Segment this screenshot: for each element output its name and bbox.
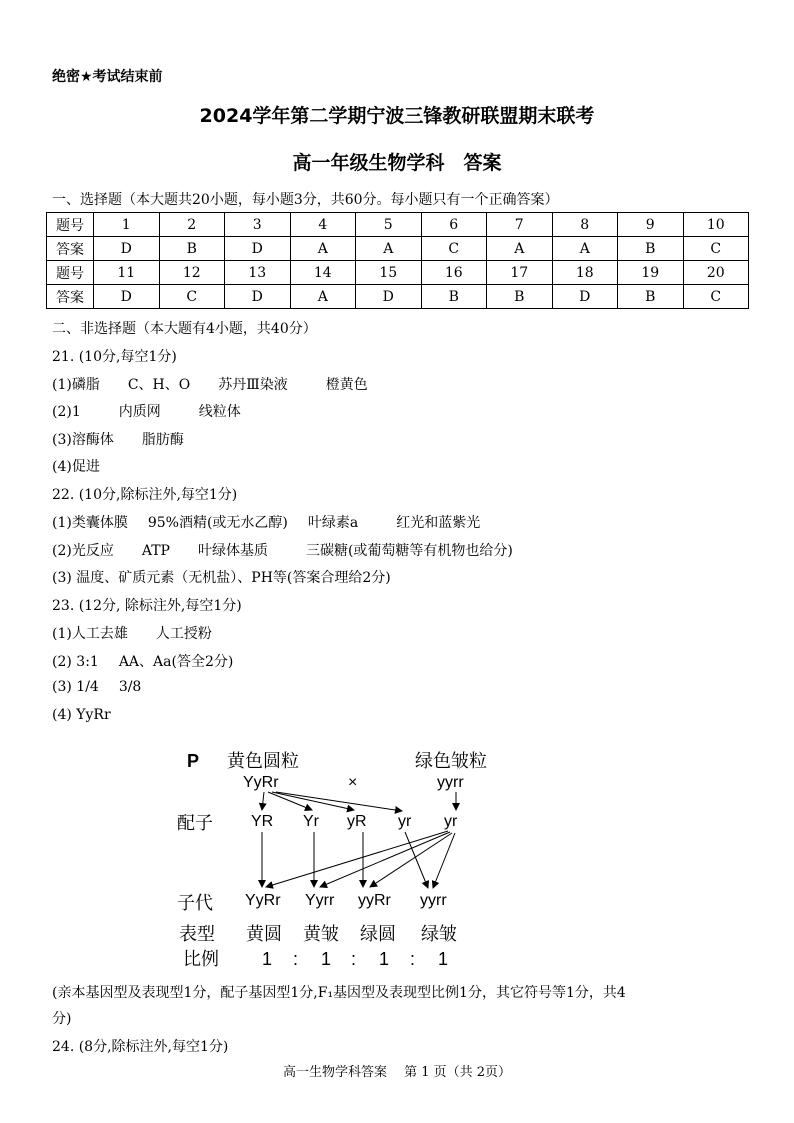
- exam-subtitle: 高一年级生物学科 答案: [292, 152, 502, 174]
- parent1-phenotype: 黄色圆粒: [227, 751, 299, 771]
- offspring-genotype: YyRr: [245, 892, 281, 909]
- q23-line-1: [52, 623, 212, 643]
- table-cell: 5: [356, 213, 422, 237]
- q22-line-1: [52, 512, 480, 532]
- answer-text: (3) 1/4: [52, 679, 99, 695]
- table-cell: 10: [683, 213, 749, 237]
- offspring-genotype: yyrr: [420, 892, 447, 909]
- q22-line-3: [52, 567, 391, 587]
- answer-text: (4)促进: [52, 459, 100, 475]
- table-cell: C: [683, 237, 749, 261]
- cross-symbol: ×: [348, 774, 358, 791]
- answer-text: 3/8: [118, 679, 142, 695]
- table-cell: 18: [552, 261, 618, 285]
- table-cell: 7: [487, 213, 553, 237]
- table-cell: B: [487, 285, 553, 309]
- answer-text: (3) 温度、矿质元素（无机盐）、PH等(答案合理给2分): [52, 570, 391, 586]
- ratio-separator: :: [293, 949, 299, 969]
- table-cell: 12: [159, 261, 225, 285]
- table-cell: 19: [618, 261, 684, 285]
- exam-title: 2024学年第二学期宁波三锋教研联盟期末联考: [199, 105, 595, 127]
- table-cell: 9: [618, 213, 684, 237]
- table-cell: 16: [421, 261, 487, 285]
- gamete: yR: [347, 813, 367, 830]
- table-cell: B: [618, 285, 684, 309]
- q23-line-4: [52, 707, 111, 723]
- table-cell: D: [225, 285, 291, 309]
- table-cell: 17: [487, 261, 553, 285]
- phenotype-label: 表型: [179, 924, 215, 944]
- table-cell: 2: [159, 213, 225, 237]
- table-cell: A: [356, 237, 422, 261]
- table-cell: 题号: [47, 213, 94, 237]
- q21-line-1: [52, 374, 368, 394]
- table-cell: 11: [94, 261, 160, 285]
- answer-text: 线粒体: [198, 404, 241, 420]
- table-cell: D: [356, 285, 422, 309]
- table-row: [47, 237, 749, 261]
- section-2-heading: 二、非选择题（本大题有4小题，共40分）: [52, 321, 317, 337]
- answer-text: (3)溶酶体: [52, 432, 114, 448]
- answer-text: 橙黄色: [325, 377, 368, 393]
- ratio-value: 1: [262, 949, 273, 969]
- answer-text: (2) 3:1: [52, 654, 99, 670]
- table-cell: 13: [225, 261, 291, 285]
- answer-text: 红光和蓝紫光: [396, 515, 481, 531]
- ratio-separator: :: [410, 949, 416, 969]
- page-footer: 高一生物学科答案 第 1 页（共 2页）: [282, 1065, 512, 1080]
- table-cell: 答案: [47, 285, 94, 309]
- answer-table: [46, 212, 749, 309]
- offspring-genotype: Yyrr: [305, 892, 335, 909]
- q21-heading: 21. (10分,每空1分): [52, 349, 177, 365]
- table-row: [47, 261, 749, 285]
- table-cell: 题号: [47, 261, 94, 285]
- answer-text: (1)磷脂: [52, 377, 100, 393]
- table-cell: B: [618, 237, 684, 261]
- answer-text: AA、Aa(答全2分): [118, 654, 234, 670]
- gamete: yr: [444, 813, 458, 830]
- ratio-label: 比例: [183, 949, 219, 969]
- q21-line-2: [52, 401, 241, 421]
- genetic-cross-diagram: [0, 740, 794, 980]
- q24-heading: 24. (8分,除标注外,每空1分): [52, 1039, 229, 1055]
- offspring-phenotype: 黄皱: [303, 924, 339, 944]
- table-cell: 14: [290, 261, 356, 285]
- table-cell: D: [94, 285, 160, 309]
- ratio-separator: :: [351, 949, 357, 969]
- answer-text: (1)类囊体膜: [52, 515, 128, 531]
- gamete-arrows: [262, 792, 456, 811]
- table-cell: D: [552, 285, 618, 309]
- ratio-value: 1: [438, 949, 449, 969]
- parent2-genotype: yyrr: [437, 774, 464, 791]
- answer-text: 叶绿体基质: [197, 543, 268, 559]
- confidential-header: 绝密★考试结束前: [52, 69, 163, 85]
- gamete-label: 配子: [177, 813, 213, 833]
- table-cell: 8: [552, 213, 618, 237]
- table-cell: D: [225, 237, 291, 261]
- table-cell: 4: [290, 213, 356, 237]
- table-cell: 6: [421, 213, 487, 237]
- answer-text: 叶绿素a: [307, 515, 359, 531]
- answer-text: 脂肪酶: [141, 432, 184, 448]
- table-row: [47, 213, 749, 237]
- ratio-value: 1: [321, 949, 332, 969]
- answer-text: (1)人工去雄: [52, 626, 128, 642]
- q21-line-4: [52, 456, 100, 476]
- answer-text: 内质网: [118, 404, 161, 420]
- table-cell: 15: [356, 261, 422, 285]
- answer-text: 苏丹Ⅲ染液: [218, 377, 288, 393]
- table-cell: B: [159, 237, 225, 261]
- scoring-note: (亲本基因型及表现型1分，配子基因型1分,F₁基因型及表现型比例1分，其它符号等1分，共4: [52, 985, 626, 1001]
- answer-text: (2)光反应: [52, 543, 114, 559]
- q22-line-2: [52, 540, 513, 560]
- offspring-phenotype: 绿皱: [421, 924, 457, 944]
- q23-line-2: [52, 651, 233, 671]
- gamete: yr: [398, 813, 412, 830]
- table-cell: A: [290, 237, 356, 261]
- offspring-phenotype: 绿圆: [360, 924, 396, 944]
- table-cell: A: [552, 237, 618, 261]
- fertilization-arrows: [262, 831, 455, 888]
- answer-text: 人工授粉: [155, 626, 212, 642]
- table-cell: 3: [225, 213, 291, 237]
- gamete: Yr: [303, 813, 319, 830]
- table-cell: A: [290, 285, 356, 309]
- offspring-label: 子代: [177, 893, 213, 913]
- q23-heading: 23. (12分, 除标注外,每空1分): [52, 598, 242, 614]
- offspring-genotype: yyRr: [358, 892, 391, 909]
- ratio-value: 1: [379, 949, 390, 969]
- answer-text: C、H、O: [127, 377, 191, 393]
- table-cell: A: [487, 237, 553, 261]
- table-cell: C: [421, 237, 487, 261]
- table-cell: B: [421, 285, 487, 309]
- table-cell: 1: [94, 213, 160, 237]
- q23-line-3: [52, 679, 141, 695]
- section-1-heading: 一、选择题（本大题共20小题，每小题3分，共60分。每小题只有一个正确答案）: [52, 192, 559, 208]
- gamete: YR: [251, 813, 274, 830]
- q21-line-3: [52, 429, 184, 449]
- parent2-phenotype: 绿色皱粒: [415, 751, 487, 771]
- offspring-phenotype: 黄圆: [246, 924, 282, 944]
- table-cell: D: [94, 237, 160, 261]
- table-cell: 答案: [47, 237, 94, 261]
- scoring-note-cont: 分): [52, 1011, 72, 1027]
- table-cell: C: [683, 285, 749, 309]
- table-cell: 20: [683, 261, 749, 285]
- parent1-genotype: YyRr: [243, 774, 279, 791]
- table-row: [47, 285, 749, 309]
- answer-text: 三碳糖(或葡萄糖等有机物也给分): [305, 543, 513, 559]
- q22-heading: 22. (10分,除标注外,每空1分): [52, 487, 238, 503]
- table-cell: C: [159, 285, 225, 309]
- answer-text: (4) YyRr: [52, 707, 111, 723]
- answer-text: ATP: [141, 543, 170, 559]
- answer-text: (2)1: [52, 404, 81, 420]
- answer-text: 95%酒精(或无水乙醇): [147, 515, 288, 531]
- parent-label: P: [187, 751, 200, 771]
